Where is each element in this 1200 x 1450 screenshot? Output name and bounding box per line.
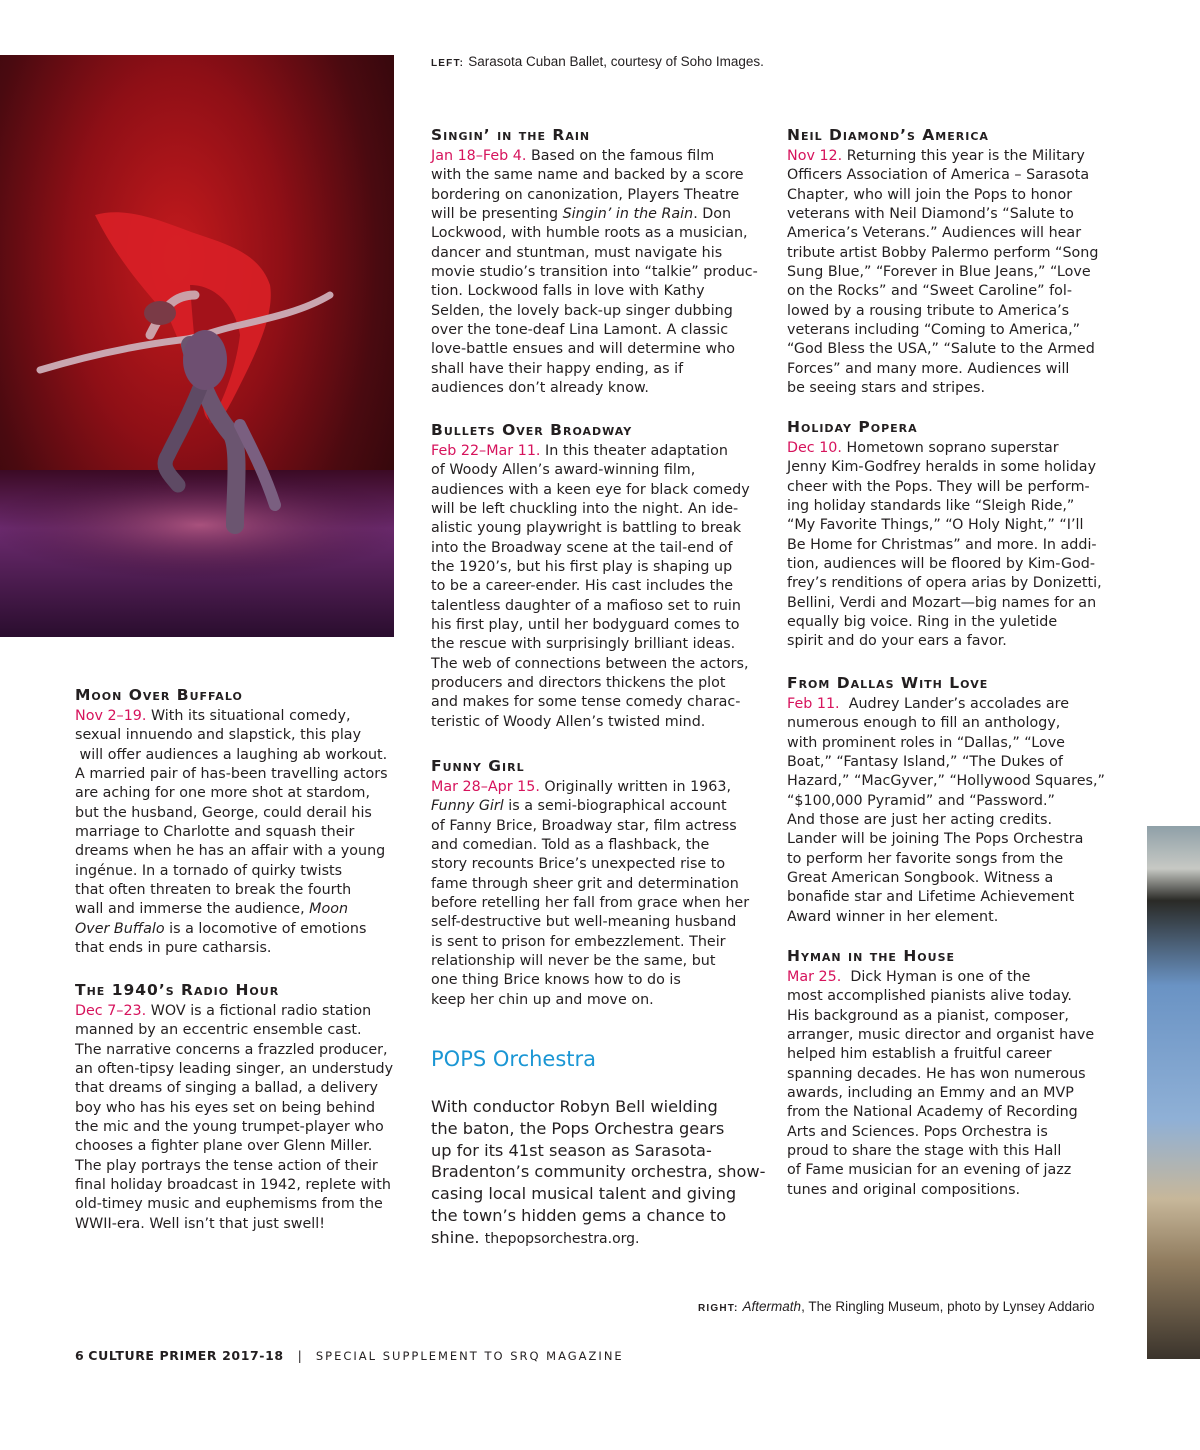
article-body: Mar 28–Apr 15. Originally written in 1963, Funny Girl is a semi-biographical account of Fanny Brice, Broadway star, film actress and comedian. Told as a flashback, the story recounts Brice’s unexpected rise to fame through sheer grit and determination before retelling her fall from grace when her self-destructive but well-meaning husband is sent to prison for embezzlement. Their relationship will never be the same, but one thing Brice knows how to do is keep her chin up and move on. <box>431 779 750 1008</box>
article-title: Holiday Popera <box>787 418 918 436</box>
article-date: Nov 2–19. <box>75 708 147 724</box>
pops-website-link[interactable]: thepopsorchestra.org. <box>484 1230 640 1247</box>
caption-tag-right: RIGHT: <box>698 1303 739 1314</box>
article-title: Funny Girl <box>431 757 525 775</box>
article-from-dallas-with-love <box>787 674 1117 927</box>
article-body: Nov 2–19. With its situational comedy, sexual innuendo and slapstick, this play will offer audiences a laughing ab workout. A married pair of has-been travelling actors are aching for one more shot at stardom, but the husband, George, could derail his marriage to Charlotte and squash their dreams when he has an affair with a young ingénue. In a tornado of quirky twists that often threaten to break the fourth wall and immerse the audience, Moon Over Buffalo is a locomotive of emotions that ends in pure catharsis. <box>75 708 388 957</box>
article-body: Dec 10. Hometown soprano superstar Jenny Kim-Godfrey heralds in some holiday cheer with the Pops. They will be perform- ing holiday standards like “Sleigh Ride,” “My Favorite Things,” “O Holy Night,” “I’ll Be Home for Christmas” and more. In addi- tion, audiences will be floored by Kim-God- frey’s renditions of opera arias by Donizetti, Bellini, Verdi and Mozart—big names for an equally big voice. Ring in the yuletide spirit and do your ears a favor. <box>787 440 1102 650</box>
ballet-photo-illustration <box>0 55 394 637</box>
article-title: Singin’ in the Rain <box>431 126 591 144</box>
left-photo-caption <box>431 53 764 73</box>
caption-text-left: Sarasota Cuban Ballet, courtesy of Soho Images. <box>468 54 764 69</box>
article-title: Bullets Over Broadway <box>431 421 633 439</box>
article-date: Feb 22–Mar 11. <box>431 443 541 459</box>
pops-intro: With conductor Robyn Bell wielding the baton, the Pops Orchestra gears up for its 41st season as Sarasota- Bradenton’s community orchestra, show- casing local musical talent and giving the town’s hidden gems a chance to shine. thepopsorchestra.org. <box>431 1097 766 1247</box>
article-title: Neil Diamond’s America <box>787 126 989 144</box>
article-bullets-over-broadway <box>431 421 761 732</box>
article-date: Jan 18–Feb 4. <box>431 148 527 164</box>
article-body: Feb 11. Audrey Lander’s accolades are numerous enough to fill an anthology, with prominent roles in “Dallas,” “Love Boat,” “Fantasy Island,” “The Dukes of Hazard,” “MacGyver,” “Hollywood Squares,” “$100,000 Pyramid” and “Password.” And those are just her acting credits. Lander will be joining The Pops Orchestra to perform her favorite songs from the Great American Songbook. Witness a bonafide star and Lifetime Achievement Award winner in her element. <box>787 696 1105 925</box>
article-title: Moon Over Buffalo <box>75 686 243 704</box>
page-footer <box>75 1347 624 1365</box>
article-body: Mar 25. Dick Hyman is one of the most accomplished pianists alive today. His background as a pianist, composer, arranger, music director and organist have helped him establish a fruitful career spanning decades. He has won numerous awards, including an Emmy and an MVP from the National Academy of Recording Arts and Sciences. Pops Orchestra is proud to share the stage with this Hall of Fame musician for an evening of jazz tunes and original compositions. <box>787 969 1095 1198</box>
article-date: Nov 12. <box>787 148 843 164</box>
article-title: From Dallas With Love <box>787 674 989 692</box>
article-body: Dec 7–23. WOV is a fictional radio station manned by an eccentric ensemble cast. The narrative concerns a frazzled producer, an often-tipsy leading singer, an understudy that dreams of singing a ballad, a delivery boy who has his eyes set on being behind the mic and the young trumpet-player who chooses a fighter plane over Glenn Miller. The play portrays the tense action of their final holiday broadcast in 1942, replete with old-timey music and euphemisms from the WWII-era. Well isn’t that just swell! <box>75 1003 394 1232</box>
caption-artwork-title: Aftermath <box>742 1299 802 1314</box>
article-body: Feb 22–Mar 11. In this theater adaptation of Woody Allen’s award-winning film, audiences with a keen eye for black comedy will be left chuckling into the night. An ide- alistic young playwright is battling to break into the Broadway scene at the tail-end of the 1920’s, but his first play is shaping up to be a career-ender. His cast includes the talentless daughter of a mafioso set to ruin his first play, until her bodyguard comes to the rescue with surprisingly brilliant ideas. The web of connections between the actors, producers and directors thickens the plot and makes for some tense comedy charac- teristic of Woody Allen’s twisted mind. <box>431 443 750 730</box>
article-date: Mar 28–Apr 15. <box>431 779 540 795</box>
page-number: 6 <box>75 1348 85 1363</box>
article-title: Hyman in the House <box>787 947 956 965</box>
article-date: Feb 11. <box>787 696 840 712</box>
article-date: Mar 25. <box>787 969 842 985</box>
article-neil-diamonds-america <box>787 126 1117 398</box>
article-body: Nov 12. Returning this year is the Military Officers Association of America – Sarasota Chapter, who will join the Pops to honor veterans with Neil Diamond’s “Salute to America’s Veterans.” Audiences will hear tribute artist Bobby Palermo perform “Song Sung Blue,” “Forever in Blue Jeans,” “Love on the Rocks” and “Sweet Caroline” fol- lowed by a rousing tribute to America’s veterans including “Coming to America,” “God Bless the USA,” “Salute to the Armed Forces” and many more. Audiences will be seeing stars and stripes. <box>787 148 1099 397</box>
article-holiday-popera <box>787 418 1117 652</box>
caption-tag-left: LEFT: <box>431 58 465 69</box>
right-photo-caption <box>698 1298 1094 1318</box>
article-hyman-in-the-house <box>787 947 1117 1200</box>
article-title: The 1940’s Radio Hour <box>75 981 280 999</box>
supplement-label: SPECIAL SUPPLEMENT TO SRQ MAGAZINE <box>315 1349 624 1363</box>
footer-separator: | <box>297 1348 302 1363</box>
article-body: Jan 18–Feb 4. Based on the famous film with the same name and backed by a score bordering on canonization, Players Theatre will be presenting Singin’ in the Rain. Don Lockwood, with humble roots as a musician, dancer and stuntman, must navigate his movie studio’s transition into “talkie” produc- tion. Lockwood falls in love with Kathy Selden, the lovely back-up singer dubbing over the tone-deaf Lina Lamont. A classic love-battle ensues and will determine who shall have their happy ending, as if audiences don’t already know. <box>431 148 758 397</box>
article-singin-in-the-rain <box>431 126 761 398</box>
caption-text-right: , The Ringling Museum, photo by Lynsey Addario <box>801 1299 1095 1314</box>
article-date: Dec 10. <box>787 440 842 456</box>
aftermath-photo <box>1147 826 1200 1359</box>
publication-name: CULTURE PRIMER 2017-18 <box>88 1348 284 1363</box>
ballet-photo <box>0 55 394 637</box>
article-radio-hour <box>75 981 405 1234</box>
article-date: Dec 7–23. <box>75 1003 147 1019</box>
article-moon-over-buffalo <box>75 686 405 958</box>
article-funny-girl <box>431 757 761 1010</box>
section-heading-pops: POPS Orchestra <box>431 1047 597 1071</box>
